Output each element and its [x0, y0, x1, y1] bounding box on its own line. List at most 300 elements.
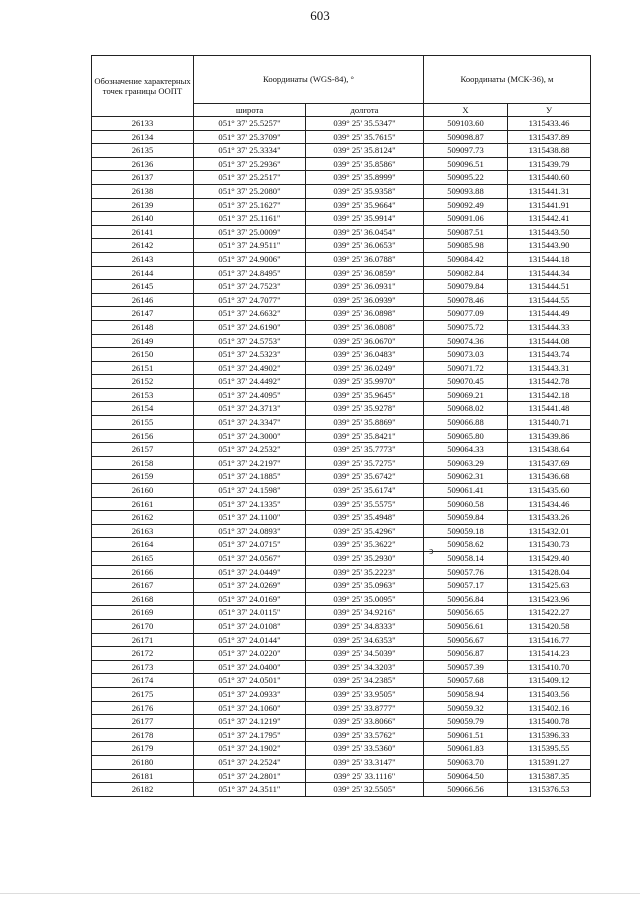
latitude-cell: 051° 37' 24.1335": [194, 497, 306, 511]
longitude-cell: 039° 25' 36.0670": [306, 334, 424, 348]
y-cell: 1315425.63: [508, 579, 591, 593]
x-cell: 509085.98: [424, 239, 508, 253]
y-cell: 1315442.78: [508, 375, 591, 389]
longitude-cell: 039° 25' 36.0859": [306, 266, 424, 280]
latitude-cell: 051° 37' 24.3000": [194, 429, 306, 443]
table-body: [92, 117, 591, 797]
latitude-cell: 051° 37' 24.2197": [194, 456, 306, 470]
x-cell: 509064.33: [424, 443, 508, 457]
latitude-cell: 051° 37' 24.0144": [194, 633, 306, 647]
longitude-cell: 039° 25' 33.5360": [306, 742, 424, 756]
point-id-cell: 26154: [92, 402, 194, 416]
x-cell: 509092.49: [424, 198, 508, 212]
x-cell: 509103.60: [424, 117, 508, 131]
point-id-cell: 26182: [92, 783, 194, 797]
y-cell: 1315422.27: [508, 606, 591, 620]
y-cell: 1315437.69: [508, 456, 591, 470]
table-row: [92, 769, 591, 783]
point-id-cell: 26146: [92, 293, 194, 307]
longitude-cell: 039° 25' 35.6742": [306, 470, 424, 484]
longitude-cell: 039° 25' 35.9970": [306, 375, 424, 389]
y-cell: 1315441.48: [508, 402, 591, 416]
x-cell: 509074.36: [424, 334, 508, 348]
point-id-cell: 26165: [92, 552, 194, 566]
x-cell: 509056.84: [424, 592, 508, 606]
x-cell: 509056.87: [424, 647, 508, 661]
point-id-cell: 26157: [92, 443, 194, 457]
point-id-cell: 26145: [92, 280, 194, 294]
x-cell: 509069.21: [424, 388, 508, 402]
latitude-cell: 051° 37' 25.2936": [194, 157, 306, 171]
y-cell: 1315444.49: [508, 307, 591, 321]
y-cell: 1315441.31: [508, 184, 591, 198]
header-latitude: широта: [194, 104, 306, 117]
y-cell: 1315436.68: [508, 470, 591, 484]
y-cell: 1315403.56: [508, 687, 591, 701]
x-cell: 509066.88: [424, 416, 508, 430]
longitude-cell: 039° 25' 35.0095": [306, 592, 424, 606]
latitude-cell: 051° 37' 24.7523": [194, 280, 306, 294]
point-id-cell: 26176: [92, 701, 194, 715]
point-id-cell: 26136: [92, 157, 194, 171]
y-cell: 1315444.51: [508, 280, 591, 294]
table-row: [92, 470, 591, 484]
table-row: [92, 565, 591, 579]
latitude-cell: 051° 37' 24.1885": [194, 470, 306, 484]
longitude-cell: 039° 25' 36.0808": [306, 320, 424, 334]
y-cell: 1315430.73: [508, 538, 591, 552]
x-cell: 509065.80: [424, 429, 508, 443]
x-cell: 509091.06: [424, 212, 508, 226]
latitude-cell: 051° 37' 24.4492": [194, 375, 306, 389]
y-cell: 1315441.91: [508, 198, 591, 212]
latitude-cell: 051° 37' 25.1161": [194, 212, 306, 226]
table-row: [92, 388, 591, 402]
scan-mark: ↄ: [429, 546, 434, 557]
point-id-cell: 26164: [92, 538, 194, 552]
longitude-cell: 039° 25' 35.8586": [306, 157, 424, 171]
table-row: [92, 484, 591, 498]
point-id-cell: 26141: [92, 225, 194, 239]
longitude-cell: 039° 25' 34.2385": [306, 674, 424, 688]
latitude-cell: 051° 37' 24.0933": [194, 687, 306, 701]
table-row: [92, 538, 591, 552]
x-cell: 509061.41: [424, 484, 508, 498]
table-row: [92, 416, 591, 430]
longitude-cell: 039° 25' 36.0653": [306, 239, 424, 253]
longitude-cell: 039° 25' 35.6174": [306, 484, 424, 498]
y-cell: 1315444.34: [508, 266, 591, 280]
longitude-cell: 039° 25' 35.8421": [306, 429, 424, 443]
y-cell: 1315409.12: [508, 674, 591, 688]
x-cell: 509068.02: [424, 402, 508, 416]
y-cell: 1315423.96: [508, 592, 591, 606]
x-cell: 509077.09: [424, 307, 508, 321]
latitude-cell: 051° 37' 24.0220": [194, 647, 306, 661]
y-cell: 1315428.04: [508, 565, 591, 579]
y-cell: 1315432.01: [508, 524, 591, 538]
y-cell: 1315443.74: [508, 348, 591, 362]
latitude-cell: 051° 37' 24.0501": [194, 674, 306, 688]
table-row: [92, 592, 591, 606]
table-row: [92, 144, 591, 158]
y-cell: 1315414.23: [508, 647, 591, 661]
table-row: [92, 307, 591, 321]
latitude-cell: 051° 37' 24.0400": [194, 660, 306, 674]
x-cell: 509057.68: [424, 674, 508, 688]
x-cell: 509060.58: [424, 497, 508, 511]
y-cell: 1315443.90: [508, 239, 591, 253]
header-y: У: [508, 104, 591, 117]
latitude-cell: 051° 37' 24.9006": [194, 252, 306, 266]
longitude-cell: 039° 25' 35.8124": [306, 144, 424, 158]
x-cell: 509063.29: [424, 456, 508, 470]
point-id-cell: 26148: [92, 320, 194, 334]
y-cell: 1315442.18: [508, 388, 591, 402]
longitude-cell: 039° 25' 35.9664": [306, 198, 424, 212]
table-row: [92, 443, 591, 457]
x-cell: 509087.51: [424, 225, 508, 239]
x-cell: 509058.14: [424, 552, 508, 566]
x-cell: 509093.88: [424, 184, 508, 198]
x-cell: 509057.39: [424, 660, 508, 674]
x-cell: 509070.45: [424, 375, 508, 389]
page-number: 603: [310, 8, 330, 23]
y-cell: 1315435.60: [508, 484, 591, 498]
table-row: [92, 674, 591, 688]
y-cell: 1315443.50: [508, 225, 591, 239]
latitude-cell: 051° 37' 24.5753": [194, 334, 306, 348]
longitude-cell: 039° 25' 35.8999": [306, 171, 424, 185]
x-cell: 509057.76: [424, 565, 508, 579]
point-id-cell: 26143: [92, 252, 194, 266]
header-point-name: Обозначение характерных точек границы ООПТ: [92, 56, 194, 117]
table-row: [92, 293, 591, 307]
longitude-cell: 039° 25' 35.5575": [306, 497, 424, 511]
point-id-cell: 26175: [92, 687, 194, 701]
latitude-cell: 051° 37' 24.1598": [194, 484, 306, 498]
x-cell: 509059.79: [424, 715, 508, 729]
point-id-cell: 26153: [92, 388, 194, 402]
x-cell: 509078.46: [424, 293, 508, 307]
latitude-cell: 051° 37' 24.7077": [194, 293, 306, 307]
table-row: [92, 361, 591, 375]
y-cell: 1315433.46: [508, 117, 591, 131]
longitude-cell: 039° 25' 33.1116": [306, 769, 424, 783]
table-row: [92, 429, 591, 443]
point-id-cell: 26178: [92, 728, 194, 742]
point-id-cell: 26173: [92, 660, 194, 674]
x-cell: 509082.84: [424, 266, 508, 280]
point-id-cell: 26152: [92, 375, 194, 389]
table-row: [92, 334, 591, 348]
x-cell: 509063.70: [424, 755, 508, 769]
point-id-cell: 26167: [92, 579, 194, 593]
table-row: [92, 348, 591, 362]
x-cell: 509098.87: [424, 130, 508, 144]
longitude-cell: 039° 25' 36.0249": [306, 361, 424, 375]
point-id-cell: 26139: [92, 198, 194, 212]
table-row: [92, 130, 591, 144]
x-cell: 509061.51: [424, 728, 508, 742]
x-cell: 509059.18: [424, 524, 508, 538]
longitude-cell: 039° 25' 36.0788": [306, 252, 424, 266]
table-row: [92, 198, 591, 212]
header-msk36: Координаты (МСК-36), м: [424, 56, 591, 104]
longitude-cell: 039° 25' 35.9358": [306, 184, 424, 198]
x-cell: 509059.32: [424, 701, 508, 715]
latitude-cell: 051° 37' 24.1219": [194, 715, 306, 729]
point-id-cell: 26181: [92, 769, 194, 783]
latitude-cell: 051° 37' 24.6632": [194, 307, 306, 321]
x-cell: 509073.03: [424, 348, 508, 362]
table-row: [92, 606, 591, 620]
point-id-cell: 26163: [92, 524, 194, 538]
latitude-cell: 051° 37' 24.0449": [194, 565, 306, 579]
point-id-cell: 26171: [92, 633, 194, 647]
y-cell: 1315439.86: [508, 429, 591, 443]
longitude-cell: 039° 25' 35.4948": [306, 511, 424, 525]
longitude-cell: 039° 25' 35.4296": [306, 524, 424, 538]
latitude-cell: 051° 37' 24.0715": [194, 538, 306, 552]
point-id-cell: 26142: [92, 239, 194, 253]
y-cell: 1315434.46: [508, 497, 591, 511]
table-row: [92, 497, 591, 511]
latitude-cell: 051° 37' 24.0169": [194, 592, 306, 606]
y-cell: 1315429.40: [508, 552, 591, 566]
longitude-cell: 039° 25' 36.0939": [306, 293, 424, 307]
longitude-cell: 039° 25' 35.9278": [306, 402, 424, 416]
x-cell: 509084.42: [424, 252, 508, 266]
longitude-cell: 039° 25' 33.5762": [306, 728, 424, 742]
point-id-cell: 26137: [92, 171, 194, 185]
longitude-cell: 039° 25' 35.9914": [306, 212, 424, 226]
table-row: [92, 171, 591, 185]
x-cell: 509096.51: [424, 157, 508, 171]
latitude-cell: 051° 37' 24.8495": [194, 266, 306, 280]
longitude-cell: 039° 25' 36.0483": [306, 348, 424, 362]
point-id-cell: 26134: [92, 130, 194, 144]
latitude-cell: 051° 37' 24.1902": [194, 742, 306, 756]
longitude-cell: 039° 25' 34.3203": [306, 660, 424, 674]
point-id-cell: 26162: [92, 511, 194, 525]
y-cell: 1315444.18: [508, 252, 591, 266]
y-cell: 1315444.08: [508, 334, 591, 348]
table-row: [92, 225, 591, 239]
y-cell: 1315416.77: [508, 633, 591, 647]
latitude-cell: 051° 37' 24.0108": [194, 619, 306, 633]
point-id-cell: 26159: [92, 470, 194, 484]
y-cell: 1315402.16: [508, 701, 591, 715]
y-cell: 1315443.31: [508, 361, 591, 375]
table-row: [92, 252, 591, 266]
x-cell: 509058.94: [424, 687, 508, 701]
x-cell: 509064.50: [424, 769, 508, 783]
latitude-cell: 051° 37' 24.5323": [194, 348, 306, 362]
longitude-cell: 039° 25' 36.0898": [306, 307, 424, 321]
latitude-cell: 051° 37' 25.3334": [194, 144, 306, 158]
y-cell: 1315440.71: [508, 416, 591, 430]
table-row: [92, 239, 591, 253]
longitude-cell: 039° 25' 35.9645": [306, 388, 424, 402]
table-row: [92, 701, 591, 715]
latitude-cell: 051° 37' 24.0269": [194, 579, 306, 593]
point-id-cell: 26158: [92, 456, 194, 470]
x-cell: 509075.72: [424, 320, 508, 334]
coordinates-table: [91, 55, 591, 797]
longitude-cell: 039° 25' 35.5347": [306, 117, 424, 131]
table-row: [92, 633, 591, 647]
point-id-cell: 26179: [92, 742, 194, 756]
point-id-cell: 26168: [92, 592, 194, 606]
point-id-cell: 26155: [92, 416, 194, 430]
table-row: [92, 524, 591, 538]
latitude-cell: 051° 37' 24.2524": [194, 755, 306, 769]
table-row: [92, 687, 591, 701]
x-cell: 509062.31: [424, 470, 508, 484]
y-cell: 1315410.70: [508, 660, 591, 674]
x-cell: 509056.65: [424, 606, 508, 620]
table-row: [92, 320, 591, 334]
x-cell: 509066.56: [424, 783, 508, 797]
footer-rule: [0, 893, 640, 894]
y-cell: 1315395.55: [508, 742, 591, 756]
table-row: [92, 184, 591, 198]
table-row: [92, 552, 591, 566]
latitude-cell: 051° 37' 25.2080": [194, 184, 306, 198]
y-cell: 1315420.58: [508, 619, 591, 633]
longitude-cell: 039° 25' 36.0931": [306, 280, 424, 294]
latitude-cell: 051° 37' 24.0115": [194, 606, 306, 620]
longitude-cell: 039° 25' 33.3147": [306, 755, 424, 769]
latitude-cell: 051° 37' 24.2532": [194, 443, 306, 457]
table-row: [92, 715, 591, 729]
x-cell: 509061.83: [424, 742, 508, 756]
table-row: [92, 742, 591, 756]
y-cell: 1315444.55: [508, 293, 591, 307]
x-cell: 509097.73: [424, 144, 508, 158]
latitude-cell: 051° 37' 24.6190": [194, 320, 306, 334]
longitude-cell: 039° 25' 35.8869": [306, 416, 424, 430]
y-cell: 1315439.79: [508, 157, 591, 171]
longitude-cell: 039° 25' 35.3622": [306, 538, 424, 552]
table-row: [92, 266, 591, 280]
y-cell: 1315442.41: [508, 212, 591, 226]
y-cell: 1315437.89: [508, 130, 591, 144]
table-row: [92, 511, 591, 525]
x-cell: 509056.61: [424, 619, 508, 633]
point-id-cell: 26161: [92, 497, 194, 511]
point-id-cell: 26160: [92, 484, 194, 498]
longitude-cell: 039° 25' 35.0963": [306, 579, 424, 593]
latitude-cell: 051° 37' 25.2517": [194, 171, 306, 185]
longitude-cell: 039° 25' 34.6353": [306, 633, 424, 647]
latitude-cell: 051° 37' 24.3347": [194, 416, 306, 430]
table-row: [92, 157, 591, 171]
point-id-cell: 26135: [92, 144, 194, 158]
point-id-cell: 26180: [92, 755, 194, 769]
latitude-cell: 051° 37' 24.0567": [194, 552, 306, 566]
longitude-cell: 039° 25' 34.5039": [306, 647, 424, 661]
longitude-cell: 039° 25' 35.2223": [306, 565, 424, 579]
latitude-cell: 051° 37' 24.3511": [194, 783, 306, 797]
table-row: [92, 728, 591, 742]
latitude-cell: 051° 37' 25.3709": [194, 130, 306, 144]
y-cell: 1315438.64: [508, 443, 591, 457]
point-id-cell: 26169: [92, 606, 194, 620]
y-cell: 1315433.26: [508, 511, 591, 525]
y-cell: 1315438.88: [508, 144, 591, 158]
longitude-cell: 039° 25' 35.2930": [306, 552, 424, 566]
y-cell: 1315396.33: [508, 728, 591, 742]
latitude-cell: 051° 37' 24.0893": [194, 524, 306, 538]
header-longitude: долгота: [306, 104, 424, 117]
point-id-cell: 26144: [92, 266, 194, 280]
table-row: [92, 755, 591, 769]
table-row: [92, 456, 591, 470]
table-row: [92, 280, 591, 294]
table-row: [92, 619, 591, 633]
table-row: [92, 375, 591, 389]
latitude-cell: 051° 37' 24.9511": [194, 239, 306, 253]
table-row: [92, 579, 591, 593]
header-wgs84: Координаты (WGS-84), °: [194, 56, 424, 104]
y-cell: 1315387.35: [508, 769, 591, 783]
latitude-cell: 051° 37' 24.4095": [194, 388, 306, 402]
point-id-cell: 26147: [92, 307, 194, 321]
x-cell: 509057.17: [424, 579, 508, 593]
longitude-cell: 039° 25' 36.0454": [306, 225, 424, 239]
table-row: [92, 402, 591, 416]
x-cell: 509059.84: [424, 511, 508, 525]
latitude-cell: 051° 37' 24.1100": [194, 511, 306, 525]
latitude-cell: 051° 37' 25.1627": [194, 198, 306, 212]
longitude-cell: 039° 25' 34.9216": [306, 606, 424, 620]
point-id-cell: 26177: [92, 715, 194, 729]
x-cell: 509071.72: [424, 361, 508, 375]
latitude-cell: 051° 37' 24.1060": [194, 701, 306, 715]
point-id-cell: 26172: [92, 647, 194, 661]
point-id-cell: 26150: [92, 348, 194, 362]
y-cell: 1315376.53: [508, 783, 591, 797]
y-cell: 1315400.78: [508, 715, 591, 729]
longitude-cell: 039° 25' 34.8333": [306, 619, 424, 633]
point-id-cell: 26156: [92, 429, 194, 443]
x-cell: 509056.67: [424, 633, 508, 647]
header-row-groups: [92, 56, 591, 104]
latitude-cell: 051° 37' 25.0009": [194, 225, 306, 239]
x-cell: 509079.84: [424, 280, 508, 294]
point-id-cell: 26166: [92, 565, 194, 579]
longitude-cell: 039° 25' 33.8066": [306, 715, 424, 729]
point-id-cell: 26170: [92, 619, 194, 633]
longitude-cell: 039° 25' 35.7275": [306, 456, 424, 470]
latitude-cell: 051° 37' 25.5257": [194, 117, 306, 131]
header-x: X: [424, 104, 508, 117]
y-cell: 1315444.33: [508, 320, 591, 334]
point-id-cell: 26138: [92, 184, 194, 198]
longitude-cell: 039° 25' 33.8777": [306, 701, 424, 715]
table-row: [92, 117, 591, 131]
x-cell: 509095.22: [424, 171, 508, 185]
y-cell: 1315391.27: [508, 755, 591, 769]
longitude-cell: 039° 25' 35.7615": [306, 130, 424, 144]
point-id-cell: 26140: [92, 212, 194, 226]
table-row: [92, 212, 591, 226]
longitude-cell: 039° 25' 33.9505": [306, 687, 424, 701]
longitude-cell: 039° 25' 35.7773": [306, 443, 424, 457]
x-cell: 509058.62: [424, 538, 508, 552]
